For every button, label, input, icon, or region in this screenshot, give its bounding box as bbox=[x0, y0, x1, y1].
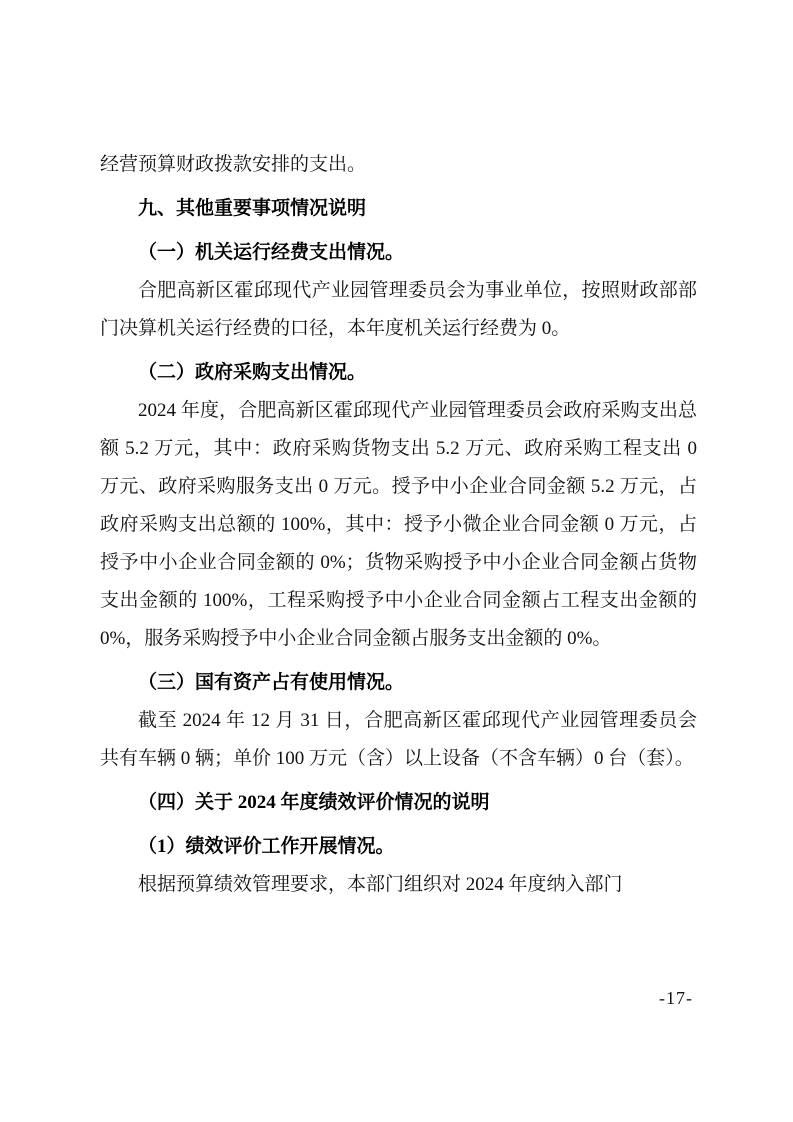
paragraph-government-procurement: 2024 年度，合肥高新区霍邱现代产业园管理委员会政府采购支出总额 5.2 万元，其中：政府采购货物支出 5.2 万元、政府采购工程支出 0 万元、政府采购服务支出 0 万元。授予中小企业合同金额 5.2 万元，占政府采购支出总额的 100%，其中：授予小微企业合同金额 0 万元，占授予中小企业合同金额的 0%；货物采购授予中小企业合同金额占货物支出金额的 100%，工程采购授予中小企业合同金额占工程支出金额的 0%，服务采购授予中小企业合同金额占服务支出金额的 0%。 bbox=[100, 400, 697, 649]
subsection-heading-two: （二）政府采购支出情况。 bbox=[138, 362, 367, 383]
subsection-heading-three: （三）国有资产占有使用情况。 bbox=[138, 672, 405, 693]
subsection-heading-four: （四）关于 2024 年度绩效评价情况的说明 bbox=[138, 792, 490, 813]
paragraph-performance-intro: 根据预算绩效管理要求，本部门组织对 2024 年度纳入部门 bbox=[138, 874, 623, 895]
document-body bbox=[100, 146, 697, 904]
paragraph-agency-operating-costs: 合肥高新区霍邱现代产业园管理委员会为事业单位，按照财政部部门决算机关运行经费的口径，本年度机关运行经费为 0。 bbox=[100, 280, 697, 339]
paragraph-continuation: 经营预算财政拨款安排的支出。 bbox=[100, 154, 367, 175]
section-heading-nine: 九、其他重要事项情况说明 bbox=[138, 198, 367, 219]
subheading-performance-evaluation: （1）绩效评价工作开展情况。 bbox=[138, 836, 395, 857]
page-number: -17- bbox=[659, 988, 693, 1008]
paragraph-state-assets: 截至 2024 年 12 月 31 日，合肥高新区霍邱现代产业园管理委员会共有车辆 0 辆；单价 100 万元（含）以上设备（不含车辆）0 台（套）。 bbox=[100, 710, 697, 769]
subsection-heading-one: （一）机关运行经费支出情况。 bbox=[138, 242, 405, 263]
